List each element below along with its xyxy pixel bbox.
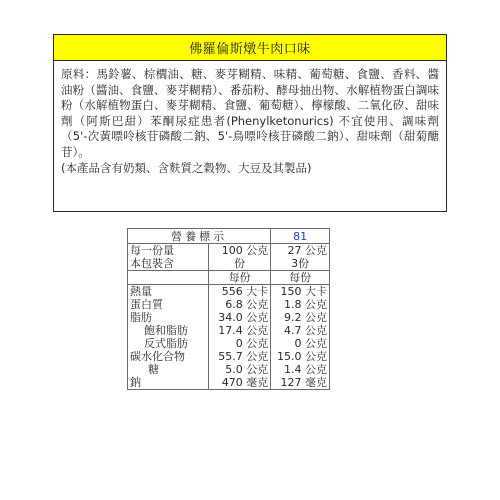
nutrient-row-sodium xyxy=(128,376,330,390)
nutrient-per-serving: 1.4 公克 xyxy=(271,363,330,376)
nutrient-per-serving: 127 毫克 xyxy=(271,376,330,390)
nutrient-per100: 6.8 公克 xyxy=(208,298,270,311)
nutrient-name: 蛋白質 xyxy=(128,298,209,311)
nutrient-name: 熱量 xyxy=(128,285,209,299)
ingredients-text: 原料：馬鈴薯、棕櫚油、糖、麥芽糊精、味精、葡萄糖、食鹽、香料、醬油粉（醬油、食鹽、麥芽糊精）、番茄粉、酵母抽出物、水解植物蛋白調味粉（水解植物蛋白、麥芽糊精、食鹽、葡萄糖）、檸檬酸、二氧化矽、甜味劑（阿斯巴甜）苯酮尿症患者(Phenylketonurics) 不宜使用、調味劑（5'-次黃嘌呤核苷磷酸二鈉、5'-鳥嘌呤核苷磷酸二鈉）、甜味劑（甜菊醣苷）。 xyxy=(61,67,439,159)
nutrient-name: 碳水化合物 xyxy=(128,350,209,363)
nutrient-row-energy xyxy=(128,285,330,299)
serving-size-value: 100 公克 xyxy=(208,244,270,258)
nutrient-row-trans-fat xyxy=(128,337,330,350)
nutrient-row-protein xyxy=(128,298,330,311)
nutrient-per-serving: 4.7 公克 xyxy=(271,324,330,337)
servings-per-pack-row xyxy=(128,257,330,271)
allergen-note: (本產品含有奶類、含麩質之穀物、大豆及其製品) xyxy=(61,160,312,175)
nutrient-name: 糖 xyxy=(128,363,209,376)
nutrient-name: 鈉 xyxy=(128,376,209,390)
nutrient-per-serving: 9.2 公克 xyxy=(271,311,330,324)
nutrient-per100: 55.7 公克 xyxy=(208,350,270,363)
per-label-row xyxy=(128,271,330,285)
nutrition-header-label: 營養標示 xyxy=(128,229,271,244)
servings-per-pack-value: 份 xyxy=(208,257,270,271)
nutrient-name: 脂肪 xyxy=(128,311,209,324)
nutrient-name: 反式脂肪 xyxy=(128,337,209,350)
servings-per-pack-label: 本包裝含 xyxy=(128,257,209,271)
nutrient-per-serving: 0 公克 xyxy=(271,337,330,350)
nutrient-row-fat xyxy=(128,311,330,324)
nutrient-name: 飽和脂肪 xyxy=(128,324,209,337)
servings-per-pack-other: 3份 xyxy=(271,257,330,271)
nutrient-per100: 0 公克 xyxy=(208,337,270,350)
nutrient-per-serving: 15.0 公克 xyxy=(271,350,330,363)
serving-size-other: 27 公克 xyxy=(271,244,330,258)
nutrient-per100: 556 大卡 xyxy=(208,285,270,299)
nutrient-per100: 34.0 公克 xyxy=(208,311,270,324)
nutrient-per-serving: 150 大卡 xyxy=(271,285,330,299)
nutrient-per100: 17.4 公克 xyxy=(208,324,270,337)
nutrient-row-saturated-fat xyxy=(128,324,330,337)
serving-size-row xyxy=(128,244,330,258)
product-title: 佛羅倫斯燉牛肉口味 xyxy=(54,35,446,61)
serving-size-label: 每一份量 xyxy=(128,244,209,258)
per-label-1: 每份 xyxy=(208,271,270,285)
per-label-2: 每份 xyxy=(271,271,330,285)
nutrition-header-row xyxy=(128,229,330,244)
ingredients-block xyxy=(54,61,446,176)
product-info-box xyxy=(53,34,447,212)
nutrition-header-value: 81 xyxy=(271,229,330,244)
nutrient-per-serving: 1.8 公克 xyxy=(271,298,330,311)
nutrient-row-carbohydrate xyxy=(128,350,330,363)
nutrition-facts-table xyxy=(127,228,330,390)
nutrient-per100: 470 毫克 xyxy=(208,376,270,390)
nutrient-row-sugar xyxy=(128,363,330,376)
nutrient-per100: 5.0 公克 xyxy=(208,363,270,376)
